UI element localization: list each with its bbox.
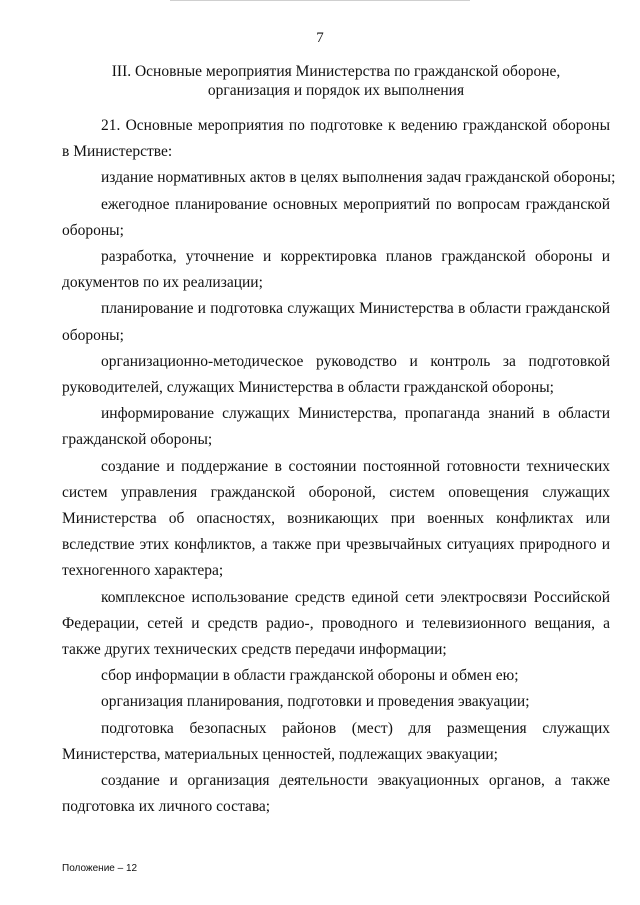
list-item-evacuation-planning: организация планирования, подготовки и проведения эвакуации; [101, 693, 530, 711]
section-heading [62, 62, 610, 100]
section-heading-line-2: организация и порядок их выполнения [207, 82, 465, 99]
list-item-annual-planning: ежегодное планирование основных мероприятий по вопросам гражданской обороны; [62, 195, 610, 239]
list-item-evacuation-bodies: создание и организация деятельности эвакуационных органов, а также подготовка их личного состава; [62, 772, 610, 816]
document-body [62, 113, 616, 820]
list-item-telecom-networks: комплексное использование средств единой сети электросвязи Российской Федерации, сетей и средств радио-, проводного и телевизионного вещания, а также других технических средств передачи информации; [62, 588, 610, 659]
list-item-plans-development: разработка, уточнение и корректировка планов гражданской обороны и документов по их реализации; [62, 248, 610, 292]
list-item-normative-acts: издание нормативных актов в целях выполнения задач гражданской обороны; [101, 169, 616, 187]
list-item-information-exchange: сбор информации в области гражданской обороны и обмен ею; [101, 667, 519, 685]
list-item-methodical-guidance: организационно-методическое руководство и контроль за подготовкой руководителей, служащих Министерства в области гражданской обороны; [62, 352, 610, 397]
page-number: 7 [316, 30, 324, 46]
paragraph-21-intro: 21. Основные мероприятия по подготовке к ведению гражданской обороны в Министерстве: [62, 117, 610, 161]
list-item-staff-training: планирование и подготовка служащих Министерства в области гражданской обороны; [62, 300, 610, 344]
section-heading-line-1: III. Основные мероприятия Министерства по гражданской обороне, [111, 63, 561, 80]
list-item-technical-systems: создание и поддержание в состоянии постоянной готовности технических систем управления гражданской обороной, систем оповещения служащих Министерства об опасностях, возникающих при военных конфликтах или вследствие этих конфликтов, а также при чрезвычайных ситуациях природного и техногенного характера; [62, 457, 610, 580]
list-item-informing-staff: информирование служащих Министерства, пропаганда знаний в области гражданской обороны; [62, 405, 610, 449]
scan-top-edge-line [170, 0, 470, 1]
page-footer: Положение – 12 [62, 863, 138, 874]
list-item-safe-areas: подготовка безопасных районов (мест) для размещения служащих Министерства, материальных ценностей, подлежащих эвакуации; [62, 719, 610, 763]
